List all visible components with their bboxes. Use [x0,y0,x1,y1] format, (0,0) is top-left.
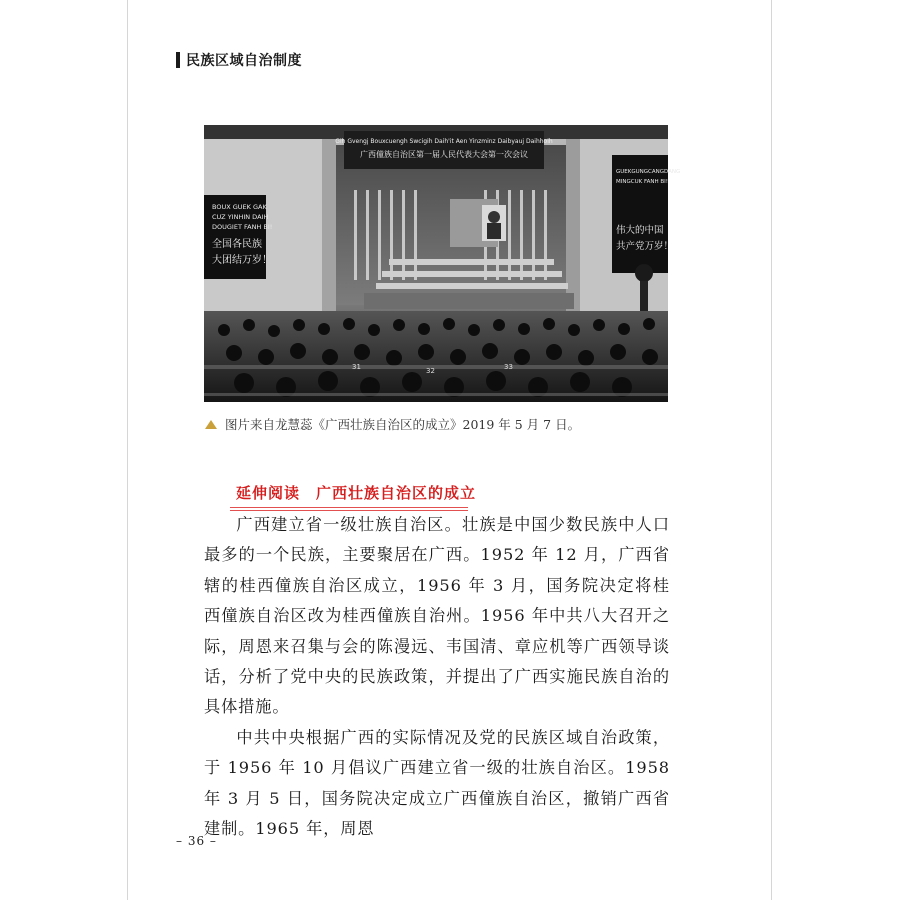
sidebar-heading [236,482,476,506]
right-banner-latin-2: MINGCUK FANH BI! [616,179,668,185]
seat-number: 32 [426,367,435,375]
right-banner-cn-1: 伟大的中国 [616,225,664,236]
page-left-edge [127,0,128,900]
left-banner-latin-1: BOUX GUEK GAK [212,203,267,211]
paragraph: 中共中央根据广西的实际情况及党的民族区域自治政策，于 1956 年 10 月倡议广西建立省一级的壮族自治区。1958 年 3 月 5 日，国务院决定成立广西僮族自治区，撤销广西省建制。1965 年，周恩 [204,727,670,839]
running-header-title: 民族区域自治制度 [186,53,302,69]
page-number: – 36 – [176,834,217,848]
sidebar-title: 广西壮族自治区的成立 [316,484,477,502]
top-banner-line1: Gih Gvengj Bouxcuengh Swcigih Daih'it Aen Yinzminz Daibyauj Daihhoih [335,138,553,145]
heading-underline [230,507,468,508]
left-banner-latin-3: DOUGIET FANH BI! [212,223,273,231]
top-banner-line2: 广西僮族自治区第一届人民代表大会第一次会议 [360,150,528,159]
left-banner-cn-2: 大团结万岁！ [212,255,272,266]
left-banner-latin-2: CUZ YINHIN DAIH [212,213,269,221]
body-text [204,510,670,844]
seat-number: 33 [504,363,513,371]
page-right-edge [771,0,772,900]
caption-triangle-icon [205,420,217,429]
header-bar-marker [176,52,180,68]
seat-number: 31 [352,363,361,371]
historical-photo [204,125,681,402]
running-header [176,50,302,70]
photo-caption [205,414,675,434]
right-banner-cn-2: 共产党万岁！ [616,241,674,252]
right-banner-latin-1: GUEKGUNGCANGDANG [616,169,681,175]
caption-text: 图片来自龙慧蕊《广西壮族自治区的成立》2019 年 5 月 7 日。 [225,417,581,432]
sidebar-label: 延伸阅读 [236,484,301,502]
left-banner-cn-1: 全国各民族 [212,239,262,250]
paragraph: 广西建立省一级壮族自治区。壮族是中国少数民族中人口最多的一个民族，主要聚居在广西。1952 年 12 月，广西省辖的桂西僮族自治区成立，1956 年 3 月，国务院决定将桂西僮族自治区改为桂西僮族自治州。1956 年中共八大召开之际，周恩来召集与会的陈漫远、韦国清、章应机等广西领导谈话，分析了党中央的民族政策，并提出了广西实施民族自治的具体措施。 [204,515,670,717]
